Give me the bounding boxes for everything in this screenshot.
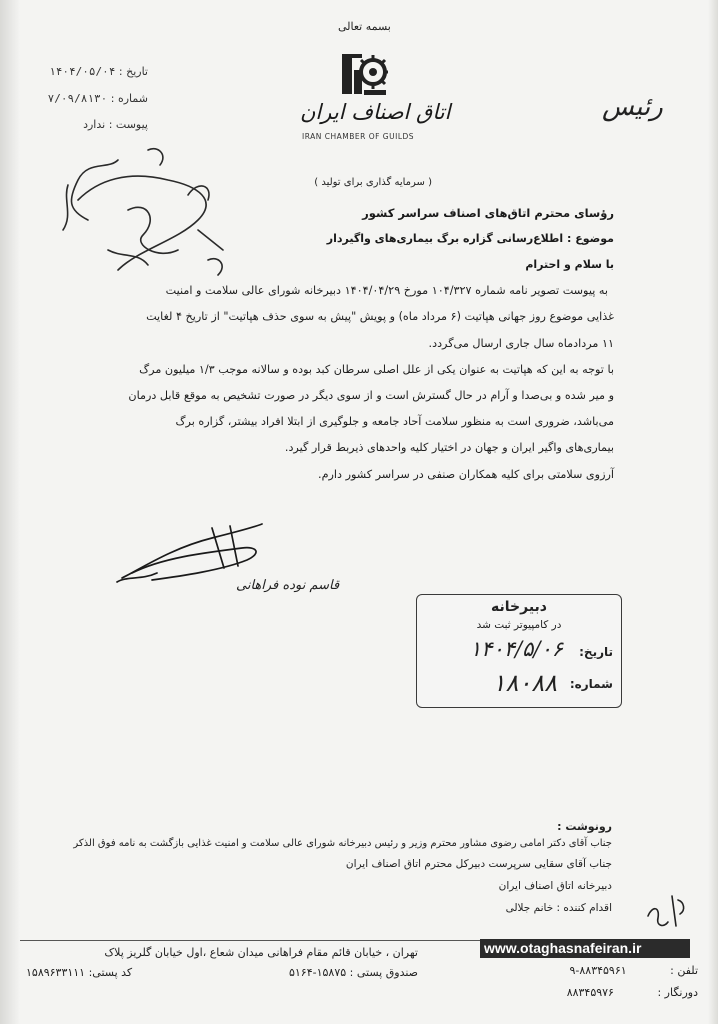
date-label: تاریخ : [118, 65, 148, 78]
handwritten-referral-scribble [48, 140, 248, 290]
handwritten-initials [642, 886, 690, 934]
para2-line4: بیماری‌های واگیر ایران و جهان در اختیار کلیه واحدهای ذیربط قرار گیرد. [284, 441, 614, 454]
secretariat-stamp [416, 594, 622, 708]
attachment-label: پیوست : [108, 118, 148, 131]
postal-value: ۱۵۸۹۶۳۳۱۱۱ [26, 966, 86, 979]
subject-label: موضوع : [567, 232, 614, 245]
phone-label: تلفن : [670, 964, 698, 977]
para1-line1: به پیوست تصویر نامه شماره ۱۰۴/۳۲۷ مورخ ۱۴۰۴/۰۴/۲۹ دبیرخانه شورای عالی سلامت و امنیت [165, 284, 608, 297]
number-label: شماره : [110, 92, 148, 105]
footer-phone [569, 964, 698, 977]
phone-value: ۸۸۳۴۵۹۶۱-۹ [569, 964, 627, 977]
subject-text: اطلاع‌رسانی گزاره برگ بیماری‌های واگیردار [326, 232, 564, 245]
footer-fax [567, 986, 698, 999]
scan-edge-left [0, 0, 20, 1024]
closing-line: آرزوی سلامتی برای کلیه همکاران صنفی در سراسر کشور دارم. [318, 468, 614, 481]
date-value: ۱۴۰۴/۰۵/۰۴ [49, 65, 116, 78]
postal-label: کد پستی: [88, 966, 133, 979]
org-name-persian: اتاق اصناف ایران [300, 100, 451, 124]
stamp-number-label: شماره: [569, 677, 613, 691]
guilds-logo-icon [340, 52, 388, 98]
stamp-date-value: ۱۴۰۴/۵/۰۶ [469, 637, 563, 661]
number-value: ۷/۰۹/۸۱۳۰ [47, 92, 108, 105]
recipient: رؤسای محترم اتاق‌های اصناف سراسر کشور [362, 206, 614, 220]
footer-postal-code [26, 966, 132, 979]
org-name-english: IRAN CHAMBER OF GUILDS [302, 132, 415, 141]
pobox-value: ۱۵۸۷۵-۵۱۶۴ [288, 966, 347, 979]
pobox-label: صندوق پستی : [349, 966, 418, 979]
stamp-number-value: ۱۸۰۸۸ [492, 669, 557, 697]
stamp-title: دبیرخانه [491, 599, 547, 615]
handwritten-note-president: رئیس [602, 92, 663, 122]
subject-line [327, 232, 614, 245]
greeting: با سلام و احترام [525, 258, 614, 271]
para1-line2: غذایی موضوع روز جهانی هپاتیت (۶ مرداد ماه) و پویش "پیش به سوی حذف هپاتیت" از تاریخ ۴ لغایت [146, 310, 614, 323]
slogan: ( سرمایه گذاری برای تولید ) [314, 177, 432, 188]
letter-number [48, 92, 148, 105]
bismillah-heading: بسمه تعالی [338, 20, 391, 33]
letter-date [49, 65, 148, 78]
stamp-subtitle: در کامپیوتر ثبت شد [476, 619, 562, 631]
signer-name: قاسم نوده فراهانی [236, 578, 340, 593]
scan-edge-right [708, 0, 718, 1024]
cc-line4: اقدام کننده : خانم جلالی [505, 902, 612, 914]
cc-line3: دبیرخانه اتاق اصناف ایران [498, 880, 612, 892]
website-banner[interactable]: www.otaghasnafeiran.ir [480, 939, 690, 958]
fax-label: دورنگار : [657, 986, 698, 999]
attachment-value: ندارد [83, 118, 106, 131]
cc-line1: جناب آقای دکتر امامی رضوی مشاور محترم وزیر و رئیس دبیرخانه شورای عالی سلامت و امنیت غذایی بازگشت به نامه فوق الذکر [73, 838, 612, 849]
para1-line3: ۱۱ مردادماه سال جاری ارسال می‌گردد. [428, 337, 614, 350]
para2-line3: می‌باشد، ضروری است به منظور سلامت آحاد جامعه و جلوگیری از ابتلا افراد بیشتر، گزاره برگ [175, 415, 614, 428]
stamp-date-label: تاریخ: [579, 645, 613, 659]
footer-address: تهران ، خیابان قائم مقام فراهانی میدان شعاع ،اول خیابان گلریز پلاک [104, 946, 418, 959]
letter-attachment [83, 118, 148, 131]
fax-value: ۸۸۳۴۵۹۷۶ [566, 986, 614, 999]
cc-line2: جناب آقای سقایی سرپرست دبیرکل محترم اتاق اصناف ایران [345, 858, 612, 870]
cc-heading: رونوشت : [557, 820, 612, 833]
para2-line1: با توجه به این که هپاتیت به عنوان یکی از علل اصلی سرطان کبد بوده و سالانه موجب ۱/۳ میلیون مرگ [139, 363, 614, 376]
para2-line2: و میر شده و بی‌صدا و آرام در حال گسترش است و از سوی دیگر در صورت تشخیص به موقع قابل درمان [128, 389, 614, 402]
footer-pobox [289, 966, 418, 979]
